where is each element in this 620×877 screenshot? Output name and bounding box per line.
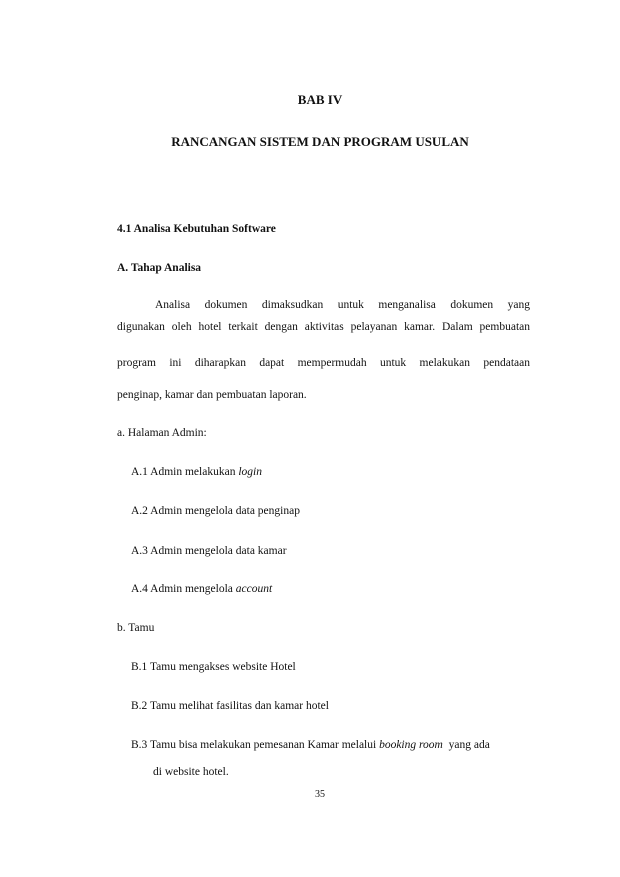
subsection-heading: A. Tahap Analisa: [117, 262, 202, 274]
list-item-emphasis: account: [235, 583, 273, 595]
list-item-text: A.1 Admin melakukan: [131, 466, 239, 478]
list-item-text: A.4 Admin mengelola: [131, 583, 236, 595]
list-item-emphasis: login: [238, 466, 262, 478]
list-item-continuation: di website hotel.: [153, 766, 229, 778]
list-item-text: A.3 Admin mengelola data kamar: [131, 545, 287, 557]
paragraph-line-1: Analisa dokumen dimaksudkan untuk menganalisa dokumen yang: [155, 299, 530, 311]
list-item: [131, 661, 296, 673]
list-item-text-suffix: yang ada: [442, 739, 490, 751]
list-item-text: A.2 Admin mengelola data penginap: [131, 505, 300, 517]
list-item: [131, 739, 490, 751]
section-heading: 4.1 Analisa Kebutuhan Software: [117, 223, 276, 235]
list-item: [131, 583, 272, 595]
list-item: [131, 505, 300, 517]
paragraph-line-4: penginap, kamar dan pembuatan laporan.: [117, 389, 307, 401]
list-item: [131, 466, 262, 478]
list-item-text: B.3 Tamu bisa melakukan pemesanan Kamar melalui: [131, 739, 380, 751]
paragraph-line-2: digunakan oleh hotel terkait dengan aktivitas pelayanan kamar. Dalam pembuatan: [117, 321, 530, 333]
list-item: [131, 700, 329, 712]
list-item: [131, 545, 287, 557]
list-item-text: B.1 Tamu mengakses website Hotel: [131, 661, 296, 673]
chapter-title: RANCANGAN SISTEM DAN PROGRAM USULAN: [171, 134, 469, 149]
list-a-label: a. Halaman Admin:: [117, 427, 207, 439]
list-b-label: b. Tamu: [117, 622, 155, 634]
page-number: 35: [315, 789, 325, 800]
paragraph-line-3: program ini diharapkan dapat mempermudah untuk melakukan pendataan: [117, 357, 530, 369]
chapter-number: BAB IV: [297, 92, 343, 107]
list-item-text: B.2 Tamu melihat fasilitas dan kamar hotel: [131, 700, 329, 712]
list-item-emphasis: booking room: [379, 739, 443, 751]
